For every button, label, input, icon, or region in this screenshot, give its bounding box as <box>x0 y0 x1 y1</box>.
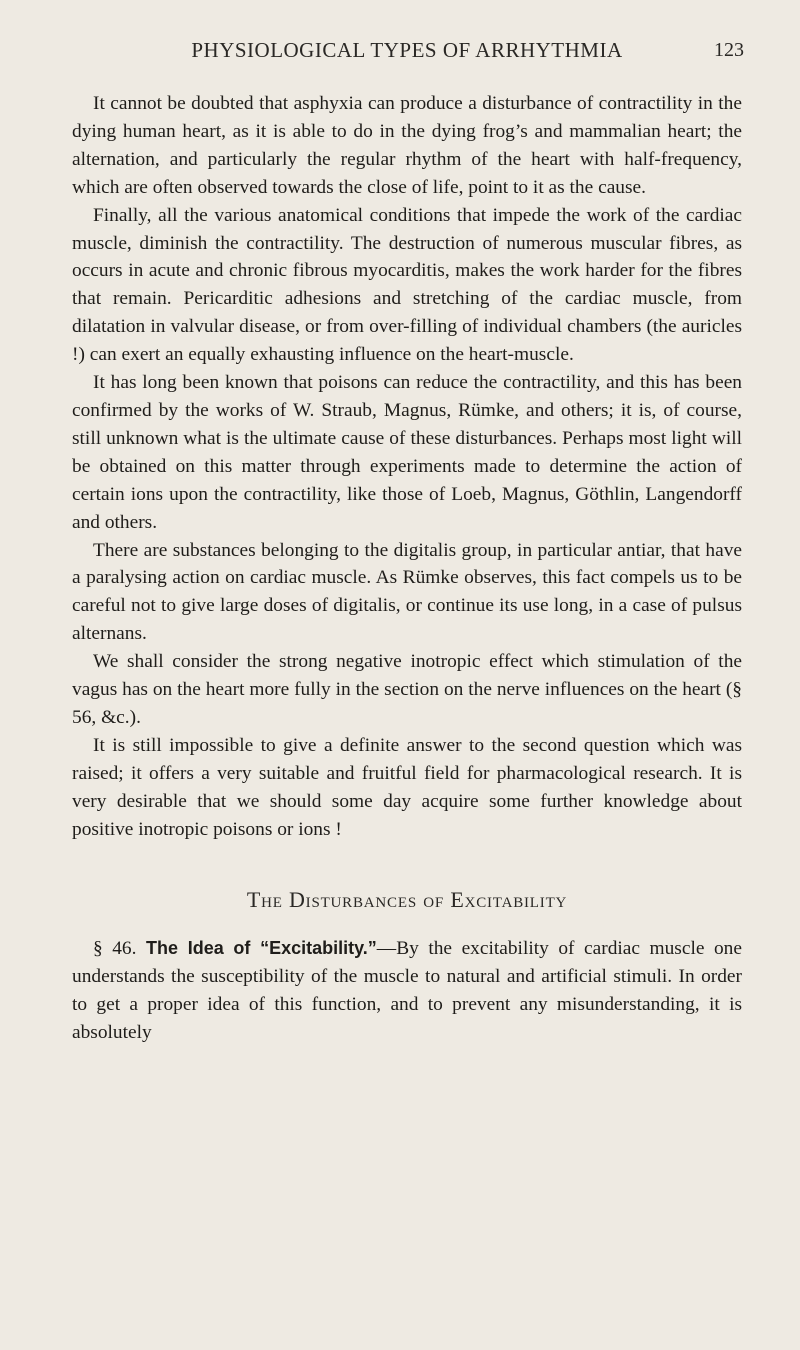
section-heading <box>72 887 742 913</box>
paragraph-asphyxia: It cannot be doubted that asphyxia can produce a disturbance of contractility in the dying human heart, as it is able to do in the dying frog’s and mammalian heart; the alternation, and particularly the regular rhythm of the heart with half-frequency, which are often observed towards the close of life, point to it as the cause. <box>72 93 742 198</box>
paragraph-vagus: We shall consider the strong negative inotropic effect which stimulation of the vagus has on the heart more fully in the section on the nerve influences on the heart (§ 56, &c.). <box>72 651 742 728</box>
subsection-title: The Idea of “Excitability.” <box>146 938 377 959</box>
paragraph-excitability <box>72 935 742 1047</box>
paragraph-anatomical-conditions: Finally, all the various anatomical conditions that impede the work of the cardiac muscle, diminish the contractility. The destruction of numerous muscular fibres, as occurs in acute and chronic fibrous myocarditis, makes the work harder for the fibres that remain. Pericarditic adhesions and stretching of the cardiac muscle, from dilatation in valvular disease, or from over-filling of individual chambers (the auricles !) can exert an equally exhausting influence on the heart-muscle. <box>72 204 742 366</box>
running-title: PHYSIOLOGICAL TYPES OF ARRHYTHMIA <box>191 38 623 62</box>
body-text <box>72 90 742 1047</box>
running-head <box>72 38 742 74</box>
page-number: 123 <box>714 39 744 61</box>
paragraph-digitalis: There are substances belonging to the digitalis group, in particular antiar, that have a paralysing action on cardiac muscle. As Rümke observes, this fact compels us to be careful not to give large doses of digitalis, or continue its use long, in a case of pulsus alternans. <box>72 539 742 645</box>
subsection-text: —By the excitability of cardiac muscle one understands the susceptibility of the muscle to natural and artificial stimuli. In order to get a proper idea of this function, and to prevent any misunderstanding, it is absolutely <box>72 938 742 1044</box>
paragraph-second-question: It is still impossible to give a definite answer to the second question which was raised; it offers a very suitable and fruitful field for pharmacological research. It is very desirable that we should some day acquire some further knowledge about positive inotropic poisons or ions ! <box>72 734 742 840</box>
section-number: § 46. <box>93 938 137 960</box>
paragraph-poisons: It has long been known that poisons can reduce the contractility, and this has been confirmed by the works of W. Straub, Magnus, Rümke, and others; it is, of course, still unknown what is the ultimate cause of these disturbances. Perhaps most light will be obtained on this matter through experiments made to determine the action of certain ions upon the contractility, like those of Loeb, Magnus, Göthlin, Langendorff and others. <box>72 372 742 533</box>
book-page <box>72 38 742 1047</box>
section-heading-text: The Disturbances of Excitability <box>246 887 568 913</box>
